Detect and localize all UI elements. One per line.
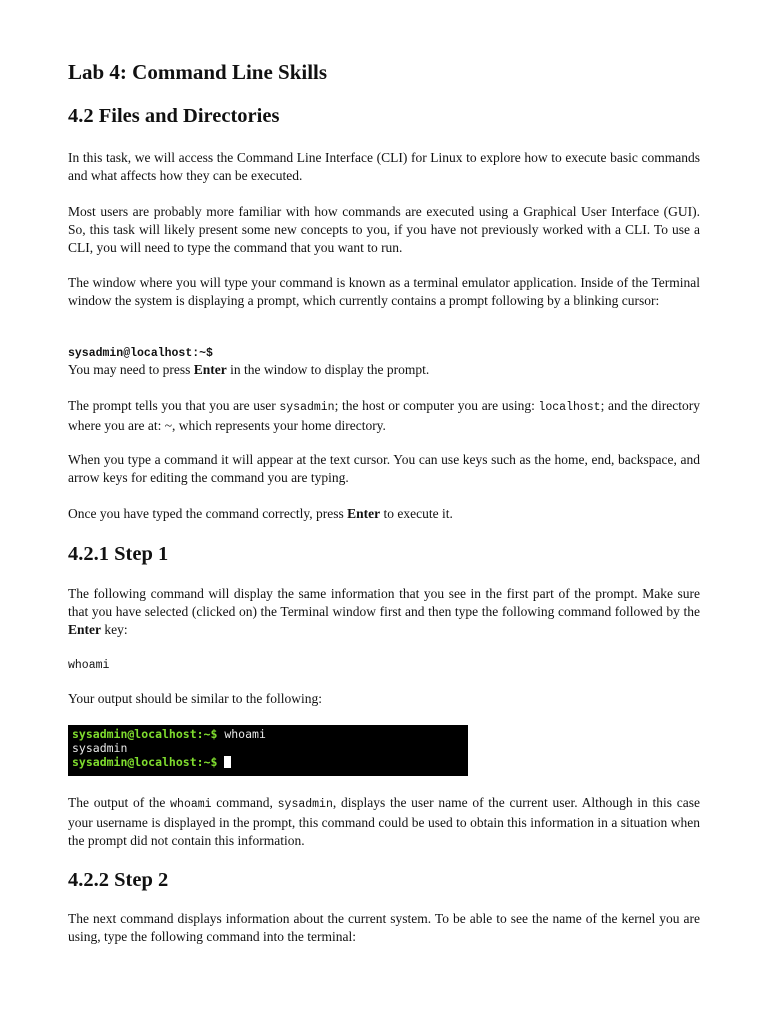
user-code: sysadmin xyxy=(279,401,335,414)
enter-key-label: Enter xyxy=(68,622,101,637)
terminal-line-3 xyxy=(72,755,464,769)
terminal-line-2: sysadmin xyxy=(72,741,128,755)
terminal-prompt: sysadmin@localhost:~$ xyxy=(72,727,218,741)
enter-key-label: Enter xyxy=(347,506,381,521)
terminal-prompt: sysadmin@localhost:~$ xyxy=(72,755,218,769)
section-heading: 4.2 Files and Directories xyxy=(68,105,280,127)
whoami-code: whoami xyxy=(170,798,212,811)
document-title: Lab 4: Command Line Skills xyxy=(68,60,328,84)
prompt-example xyxy=(68,343,700,363)
user-code: sysadmin xyxy=(277,798,333,811)
intro-paragraph-2: Most users are probably more familiar with how commands are executed using a Graphical User Interface (GUI). So, this task will likely present some new concepts to you, if you have not previously worked with a CLI. To use a CLI, you will need to type the command that you want to run. xyxy=(68,204,700,255)
step1-command xyxy=(68,655,700,675)
step1-paragraph: The following command will display the same information that you see in the first part of the prompt. Make sure that you have selected (clicked on) the Terminal window first and then type the following command followed by the Enter key: xyxy=(68,586,700,637)
typing-paragraph: When you type a command it will appear at the text cursor. You can use keys such as the home, end, backspace, and arrow keys for editing the command you are typing. xyxy=(68,452,700,485)
press-enter-paragraph: You may need to press Enter in the window to display the prompt. xyxy=(68,362,430,377)
step2-heading: 4.2.2 Step 2 xyxy=(68,869,169,891)
step2-paragraph: The next command displays information about the current system. To be able to see the name of the kernel you are using, type the following command into the terminal: xyxy=(68,911,700,944)
prompt-description-paragraph: The prompt tells you that you are user sysadmin; the host or computer you are using: localhost; and the directory where you are at: ~, which represents your home directory. xyxy=(68,398,700,433)
enter-key-label: Enter xyxy=(193,362,227,377)
terminal-output xyxy=(68,725,468,776)
execute-paragraph: Once you have typed the command correctly, press Enter to execute it. xyxy=(68,506,453,521)
host-code: localhost xyxy=(538,401,601,414)
terminal-cursor xyxy=(224,756,231,768)
prompt-example-text: sysadmin@localhost:~$ xyxy=(68,347,213,360)
intro-paragraph-3: The window where you will type your command is known as a terminal emulator application. Inside of the Terminal window the system is displaying a prompt, which currently contains a prompt following by a blinking cursor: xyxy=(68,275,700,308)
terminal-command: whoami xyxy=(217,727,266,741)
whoami-command: whoami xyxy=(68,659,110,672)
terminal-line-1 xyxy=(72,727,464,741)
intro-paragraph-1: In this task, we will access the Command Line Interface (CLI) for Linux to explore how to execute basic commands and what affects how they can be executed. xyxy=(68,150,700,183)
output-intro: Your output should be similar to the following: xyxy=(68,691,323,706)
step1-output-explanation: The output of the whoami command, sysadmin, displays the user name of the current user. Although in this case your username is displayed in the prompt, this command could be used to obtain this information in a situation when the prompt did not contain this information. xyxy=(68,795,700,848)
step1-heading: 4.2.1 Step 1 xyxy=(68,543,169,565)
